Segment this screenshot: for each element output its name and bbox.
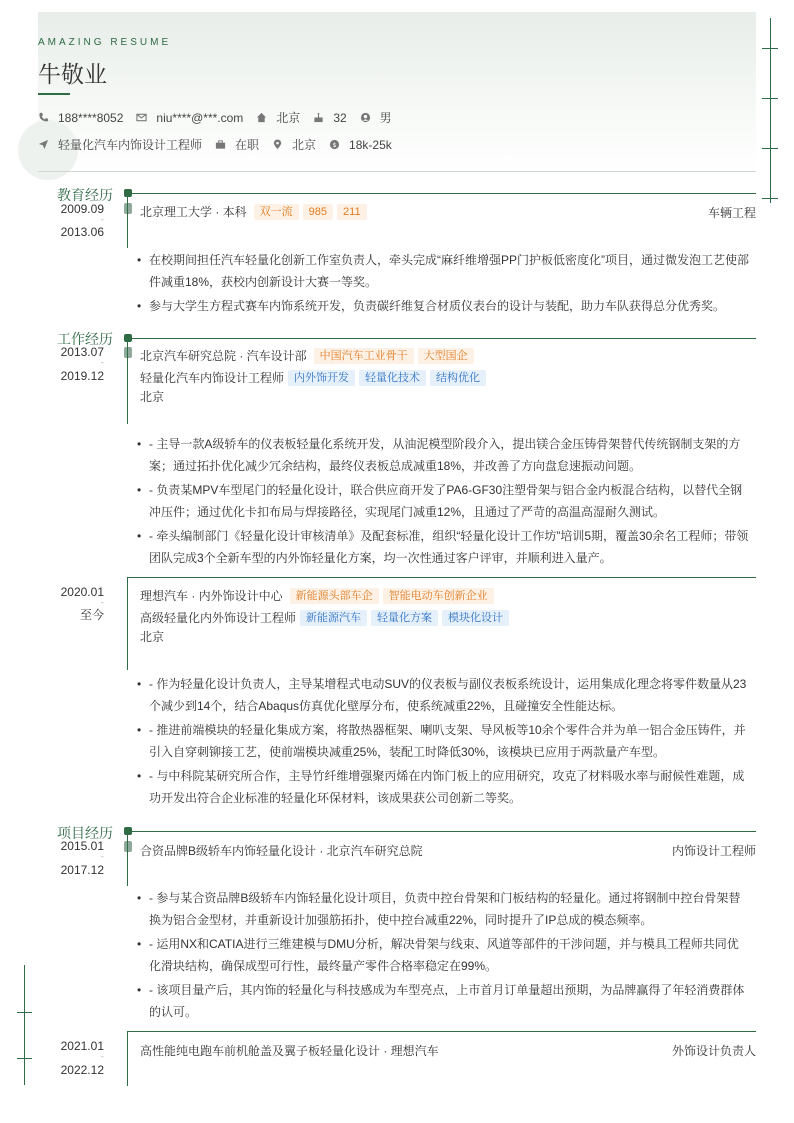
date-dash: - — [101, 358, 104, 367]
work-start-date: 2013.07 — [60, 345, 104, 359]
send-icon — [38, 139, 49, 150]
target-role-value: 轻量化汽车内饰设计工程师 — [58, 138, 203, 152]
work-end-date: 至今 — [79, 608, 104, 622]
skill-tag: 模块化设计 — [442, 610, 509, 626]
date-dash: - — [101, 852, 104, 861]
gender-value: 男 — [379, 111, 392, 125]
work-title-row — [140, 609, 509, 626]
work-company-row — [140, 347, 474, 364]
status-item — [215, 136, 259, 153]
list-item: • - 主导一款A级轿车的仪表板轻量化系统开发，从油泥模型阶段介入，提出镁合金压铸骨架替代传统钢制支架的方案；通过拓扑优化减少冗余结构，最终仪表板总成减重18%，并改善了方向盘怠速振动问题。 — [137, 433, 749, 477]
right-decoration-line — [770, 18, 771, 203]
work-city: 北京 — [140, 390, 165, 404]
skill-tag: 轻量化技术 — [359, 370, 426, 386]
list-item: • - 推进前端模块的轻量化集成方案，将散热器框架、喇叭支架、导风板等10余个零件合并为单一铝合金压铸件，并引入自穿刺铆接工艺，使前端模块减重25%，装配工时降低30%，该模块已应用于两款量产车型。 — [137, 719, 749, 763]
skill-tag: 结构优化 — [430, 370, 486, 386]
timeline-line — [127, 577, 128, 670]
header-divider — [38, 171, 756, 172]
list-item: • - 与中科院某研究所合作，主导竹纤维增强聚丙烯在内饰门板上的应用研究，攻克了材料吸水率与耐候性难题，成功开发出符合企业标准的轻量化环保材料，该成果获公司创新二等奖。 — [137, 765, 749, 809]
entry-marker — [124, 347, 132, 358]
school-tag: 211 — [337, 204, 367, 220]
company-tag: 大型国企 — [418, 348, 474, 364]
project-role: 外饰设计负责人 — [671, 1044, 756, 1058]
candidate-name: 牛敬业 — [38, 61, 107, 87]
project-name: 高性能纯电跑车前机舱盖及翼子板轻量化设计 · 理想汽车 — [140, 1044, 439, 1058]
job-title: 轻量化汽车内饰设计工程师 — [140, 371, 285, 385]
status-value: 在职 — [235, 138, 260, 152]
project-end-date: 2022.12 — [60, 1063, 104, 1077]
work-title-row — [140, 369, 486, 386]
age-item — [313, 111, 346, 125]
timeline-line — [127, 831, 128, 886]
entry-marker — [124, 203, 132, 214]
work-start-date: 2020.01 — [60, 585, 104, 599]
target-city-item — [272, 136, 316, 153]
list-item: • - 作为轻量化设计负责人，主导某增程式电动SUV的仪表板与副仪表板系统设计，运用集成化理念将零件数量从23个减少到14个，结合Abaqus仿真优化壁厚分布，使系统减重22%，且碰撞安全性能达标。 — [137, 673, 749, 717]
timeline-line — [127, 1031, 128, 1086]
project-start-date: 2021.01 — [60, 1039, 104, 1053]
left-decoration-tick — [17, 1012, 32, 1013]
left-decoration-tick — [17, 1058, 32, 1059]
education-major: 车辆工程 — [707, 206, 756, 220]
skill-tag: 轻量化方案 — [371, 610, 438, 626]
right-decoration-tick — [762, 98, 778, 99]
city-item — [256, 109, 300, 126]
date-dash: - — [101, 598, 104, 607]
right-decoration-tick — [762, 48, 778, 49]
section-line — [130, 338, 756, 339]
age-value: 32 — [333, 110, 347, 125]
education-bullets — [137, 249, 749, 319]
list-item: • - 负责某MPV车型尾门的轻量化设计，联合供应商开发了PA6-GF30注塑骨架与铝合金内板混合结构，以替代全钢冲压件；通过优化卡扣布局与焊接路径，实现尾门减重12%，且通过了严苛的高温高湿耐久测试。 — [137, 479, 749, 523]
cake-icon — [313, 112, 324, 123]
school-name: 北京理工大学 · 本科 — [140, 205, 247, 219]
school-tag: 双一流 — [254, 204, 299, 220]
target-city-value: 北京 — [292, 138, 317, 152]
email-value: niu****@***.com — [156, 110, 244, 125]
gender-item — [360, 109, 392, 126]
list-item: • - 运用NX和CATIA进行三维建模与DMU分析，解决骨架与线束、风道等部件的干涉问题，并与模具工程师共同优化滑块结构，确保成型可行性，最终量产零件合格率稳定在99%。 — [137, 933, 749, 977]
project-role: 内饰设计工程师 — [671, 844, 756, 858]
section-line — [130, 193, 756, 194]
target-role-item — [38, 136, 202, 153]
school-tag: 985 — [303, 204, 333, 220]
timeline-line — [127, 193, 128, 248]
phone-icon — [38, 112, 49, 123]
left-decoration-line — [24, 965, 25, 1085]
person-icon — [360, 112, 371, 123]
home-icon — [256, 112, 267, 123]
company-name: 北京汽车研究总院 · 汽车设计部 — [140, 349, 307, 363]
section-title-work: 工作经历 — [57, 331, 113, 347]
entry-marker — [124, 841, 132, 852]
phone-value: 188****8052 — [58, 110, 124, 125]
resume-tagline: AMAZING RESUME — [38, 37, 172, 48]
work-bullets — [137, 433, 749, 571]
work-end-date: 2019.12 — [60, 369, 104, 383]
email-icon — [136, 112, 147, 123]
email-item — [136, 111, 243, 125]
right-decoration-tick — [762, 198, 778, 199]
list-item: • 参与大学生方程式赛车内饰系统开发，负责碳纤维复合材质仪表台的设计与装配，助力车队获得总分优秀奖。 — [137, 295, 749, 317]
list-item: • - 牵头编制部门《轻量化设计审核清单》及配套标准，组织“轻量化设计工作坊”培训5期，覆盖30余名工程师；带领团队完成3个全新车型的内外饰轻量化方案，均一次性通过客户评审，并顺利进入量产。 — [137, 525, 749, 569]
job-title: 高级轻量化内外饰设计工程师 — [140, 611, 297, 625]
date-dash: - — [101, 1052, 104, 1061]
company-name: 理想汽车 · 内外饰设计中心 — [140, 589, 283, 603]
work-city: 北京 — [140, 630, 165, 644]
list-item: • - 该项目量产后，其内饰的轻量化与科技感成为车型亮点，上市首月订单量超出预期，为品牌赢得了年轻消费群体的认可。 — [137, 979, 749, 1023]
section-title-projects: 项目经历 — [57, 825, 113, 841]
name-underline — [38, 93, 70, 95]
entry-divider — [127, 1031, 756, 1032]
education-school-row — [140, 203, 367, 220]
money-icon — [329, 139, 340, 150]
project-bullets — [137, 887, 749, 1025]
location-pin-icon — [272, 139, 283, 150]
city-value: 北京 — [276, 111, 301, 125]
project-start-date: 2015.01 — [60, 839, 104, 853]
list-item: • 在校期间担任汽车轻量化创新工作室负责人，牵头完成“麻纤维增强PP门护板低密度化”项目，通过微发泡工艺使部件减重18%，获校内创新设计大赛一等奖。 — [137, 249, 749, 293]
contact-row — [38, 109, 405, 126]
company-tag: 智能电动车创新企业 — [383, 588, 494, 604]
project-end-date: 2017.12 — [60, 863, 104, 877]
timeline-line — [127, 338, 128, 424]
right-decoration-tick — [762, 148, 778, 149]
briefcase-icon — [215, 139, 226, 150]
job-intent-row — [38, 136, 405, 153]
work-company-row — [140, 587, 494, 604]
skill-tag: 新能源汽车 — [300, 610, 367, 626]
salary-value: 18k-25k — [349, 137, 392, 152]
section-title-education: 教育经历 — [57, 187, 113, 203]
education-start-date: 2009.09 — [60, 202, 104, 216]
salary-item — [329, 138, 392, 152]
date-dash: - — [101, 215, 104, 224]
skill-tag: 内外饰开发 — [288, 370, 355, 386]
list-item: • - 参与某合资品牌B级轿车内饰轻量化设计项目，负责中控台骨架和门板结构的轻量化。通过将钢制中控台骨架替换为铝合金型材，并重新设计加强筋拓扑，使中控台减重22%，同时提升了IP总成的模态频率。 — [137, 887, 749, 931]
education-end-date: 2013.06 — [60, 225, 104, 239]
project-name: 合资品牌B级轿车内饰轻量化设计 · 北京汽车研究总院 — [140, 844, 423, 858]
svg-text:$: $ — [332, 140, 337, 149]
entry-divider — [127, 577, 756, 578]
company-tag: 中国汽车工业骨干 — [314, 348, 414, 364]
company-tag: 新能源头部车企 — [290, 588, 379, 604]
section-line — [130, 831, 756, 832]
work-bullets — [137, 673, 749, 811]
phone-item — [38, 111, 123, 125]
